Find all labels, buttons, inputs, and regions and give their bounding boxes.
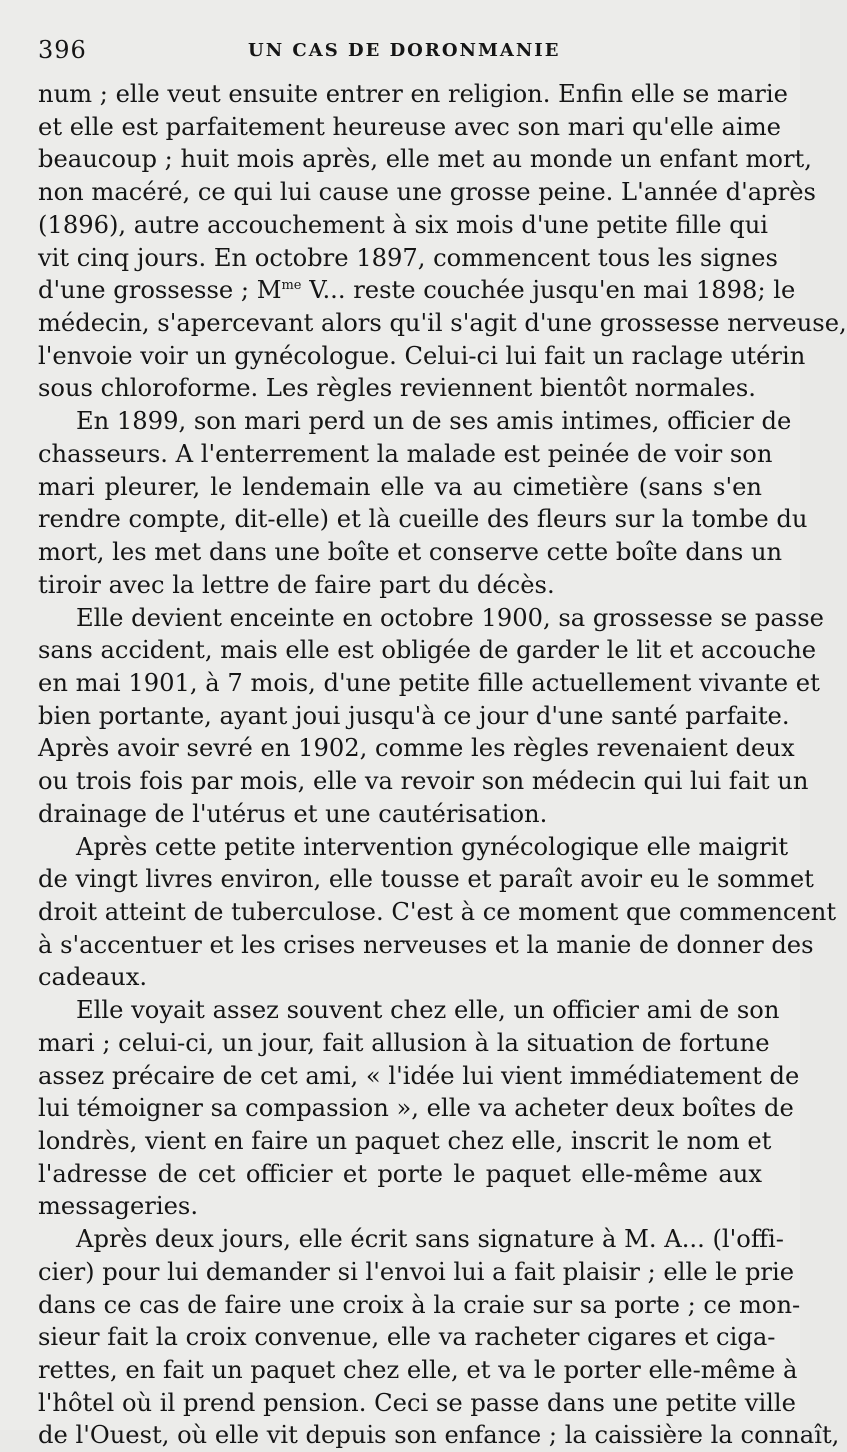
text-line	[38, 1223, 784, 1256]
text-line-content: tiroir avec la lettre de faire part du décès.	[38, 570, 555, 599]
text-line-content: d'une grossesse ; M	[38, 276, 282, 305]
text-line	[38, 994, 780, 1027]
text-line-content: mari pleurer, le lendemain elle va au cimetière (sans s'en	[38, 472, 762, 501]
text-line	[38, 1289, 801, 1322]
text-line-content: rendre compte, dit-elle) et là cueille des fleurs sur la tombe du	[38, 505, 808, 534]
text-line-content: chasseurs. A l'enterrement la malade est peinée de voir son	[38, 439, 773, 468]
text-line-content: l'envoie voir un gynécologue. Celui-ci lui fait un raclage utérin	[38, 341, 806, 370]
text-line-content: Elle devient enceinte en octobre 1900, sa grossesse se passe	[76, 603, 824, 632]
text-line	[38, 143, 812, 176]
text-line-content: drainage de l'utérus et une cautérisation.	[38, 799, 548, 828]
text-line-content: Après cette petite intervention gynécologique elle maigrit	[76, 832, 789, 861]
text-line-content: vit cinq jours. En octobre 1897, commencent tous les signes	[38, 243, 778, 272]
text-line-content: bien portante, ayant joui jusqu'à ce jour d'une santé parfaite.	[38, 701, 790, 730]
text-line-content: rettes, en fait un paquet chez elle, et va le porter elle-même à	[38, 1356, 798, 1385]
text-line	[38, 340, 806, 373]
text-line	[38, 1027, 770, 1060]
text-line-content: assez précaire de cet ami, « l'idée lui vient immédiatement de	[38, 1061, 800, 1090]
text-line	[38, 1321, 776, 1354]
text-line	[38, 863, 814, 896]
text-line	[38, 438, 773, 471]
text-line-content: num ; elle veut ensuite entrer en religion. Enfin elle se marie	[38, 80, 788, 108]
text-line	[38, 700, 790, 733]
text-line-content: Après avoir sevré en 1902, comme les règles revenaient deux	[38, 734, 795, 763]
text-line-content: et elle est parfaitement heureuse avec son mari qu'elle aime	[38, 112, 781, 141]
text-line	[38, 961, 762, 994]
text-line	[38, 896, 837, 929]
text-line	[38, 1060, 800, 1093]
text-line-content: de vingt livres environ, elle tousse et paraît avoir eu le sommet	[38, 865, 814, 894]
text-line-content: droit atteint de tuberculose. C'est à ce moment que commencent	[38, 897, 837, 926]
text-line	[38, 176, 816, 209]
text-line	[38, 732, 795, 765]
text-line-content: l'hôtel où il prend pension. Ceci se passe dans une petite ville	[38, 1388, 796, 1417]
text-line	[38, 1092, 794, 1125]
text-line-content: cier) pour lui demander si l'envoi lui a fait plaisir ; elle le prie	[38, 1257, 795, 1286]
text-line-content: (1896), autre accouchement à six mois d'une petite fille qui	[38, 210, 769, 239]
text-line	[38, 536, 783, 569]
text-line-content: En 1899, son mari perd un de ses amis intimes, officier de	[76, 407, 792, 436]
text-line	[38, 1256, 795, 1289]
running-head: UN CAS DE DORONMANIE	[248, 40, 561, 61]
text-line-content: mort, les met dans une boîte et conserve cette boîte dans un	[38, 538, 783, 567]
superscript-abbreviation: me	[281, 278, 302, 294]
text-line	[38, 1354, 798, 1387]
text-line-content: lui témoigner sa compassion », elle va acheter deux boîtes de	[38, 1094, 794, 1123]
text-line	[38, 798, 762, 831]
text-line	[38, 471, 762, 504]
text-line	[38, 274, 796, 307]
text-line	[38, 634, 817, 667]
text-line-content: sieur fait la croix convenue, elle va racheter cigares et ciga-	[38, 1323, 776, 1352]
text-line-content: Elle voyait assez souvent chez elle, un officier ami de son	[76, 996, 780, 1025]
page-number: 396	[38, 36, 87, 64]
text-line-content: dans ce cas de faire une croix à la craie sur sa porte ; ce mon-	[38, 1290, 801, 1319]
text-line-content: sous chloroforme. Les règles reviennent bientôt normales.	[38, 374, 756, 403]
text-line-content: non macéré, ce qui lui cause une grosse peine. L'année d'après	[38, 178, 816, 207]
text-line	[38, 78, 788, 111]
text-line	[38, 405, 792, 438]
text-line-content: messageries.	[38, 1192, 199, 1221]
text-line-content: sans accident, mais elle est obligée de garder le lit et accouche	[38, 636, 817, 665]
text-line	[38, 242, 778, 275]
text-line-content: médecin, s'apercevant alors qu'il s'agit d'une grossesse nerveuse,	[38, 309, 847, 338]
text-line	[38, 1419, 840, 1452]
text-line	[38, 1387, 796, 1420]
text-line	[38, 209, 769, 242]
text-line-content: en mai 1901, à 7 mois, d'une petite fille actuellement vivante et	[38, 668, 820, 697]
text-line	[38, 1125, 772, 1158]
text-line	[38, 372, 762, 405]
text-line-content: de l'Ouest, où elle vit depuis son enfance ; la caissière la connaît,	[38, 1421, 840, 1450]
text-line-content: mari ; celui-ci, un jour, fait allusion à la situation de fortune	[38, 1028, 770, 1057]
text-line	[38, 1158, 762, 1191]
text-line	[38, 667, 820, 700]
text-line	[38, 929, 814, 962]
page-header	[38, 30, 760, 70]
body-text	[38, 78, 847, 1452]
text-line	[38, 307, 847, 340]
text-line-continuation: V... reste couchée jusqu'en mai 1898; le	[301, 276, 796, 305]
text-line-content: l'adresse de cet officier et porte le paquet elle-même aux	[38, 1159, 762, 1188]
text-line-content: à s'accentuer et les crises nerveuses et la manie de donner des	[38, 930, 814, 959]
text-line	[38, 602, 824, 635]
text-line-content: beaucoup ; huit mois après, elle met au monde un enfant mort,	[38, 145, 812, 174]
text-line-content: cadeaux.	[38, 963, 148, 992]
text-line	[38, 569, 762, 602]
text-line	[38, 831, 789, 864]
text-line	[38, 111, 781, 144]
text-line-content: ou trois fois par mois, elle va revoir son médecin qui lui fait un	[38, 767, 809, 796]
text-line	[38, 503, 808, 536]
text-line	[38, 1190, 762, 1223]
text-line-content: Après deux jours, elle écrit sans signature à M. A... (l'offi-	[76, 1225, 784, 1254]
text-line-content: londrès, vient en faire un paquet chez elle, inscrit le nom et	[38, 1127, 772, 1155]
text-line	[38, 765, 809, 798]
